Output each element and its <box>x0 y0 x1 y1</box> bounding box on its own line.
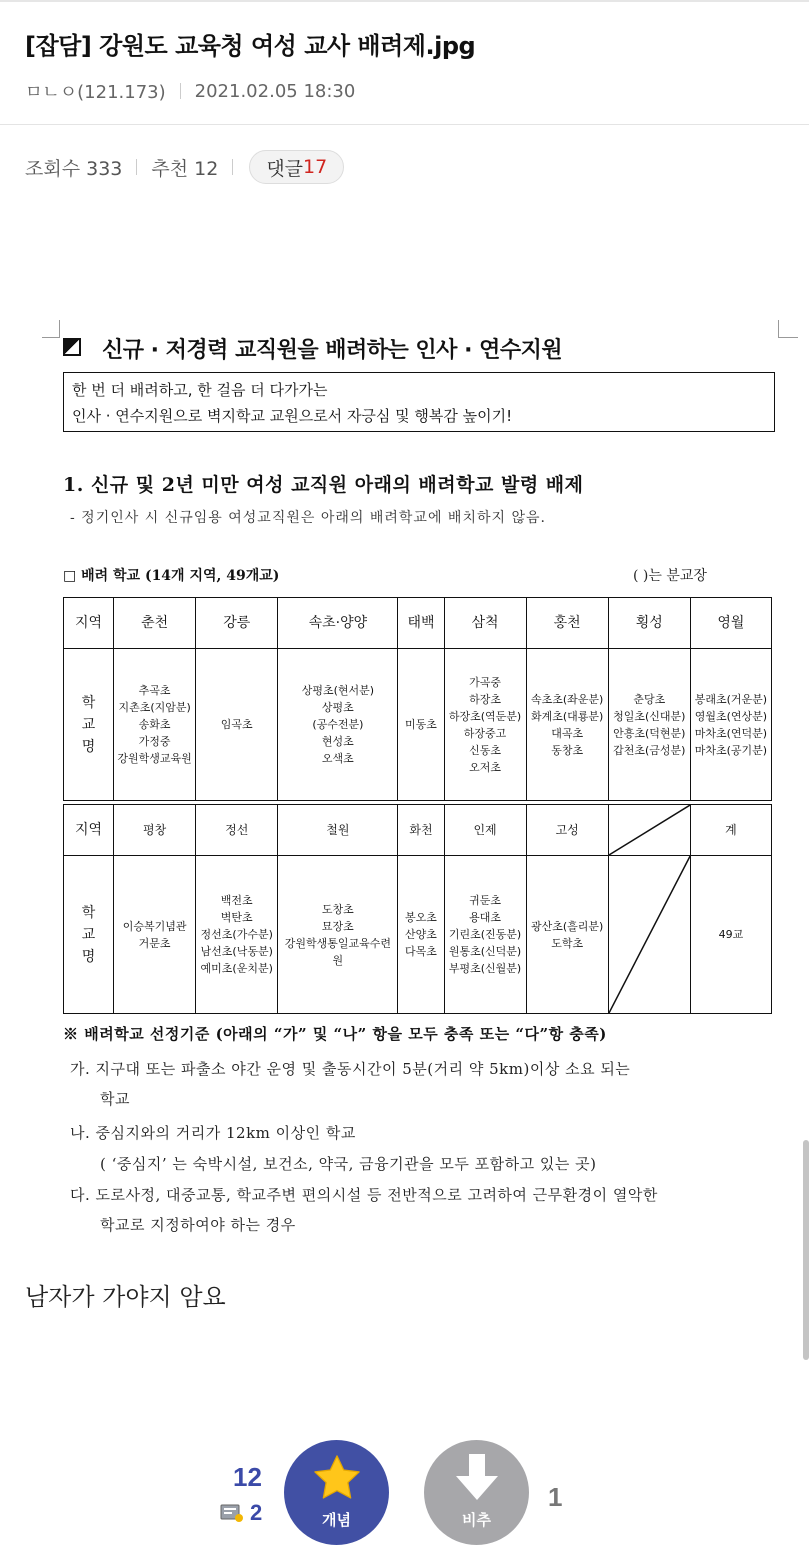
top-divider <box>0 0 809 2</box>
fixed-comment-count[interactable] <box>220 1500 262 1526</box>
crop-mark <box>42 320 60 338</box>
school-cell: 미동초 <box>398 649 444 801</box>
diagonal-line <box>609 856 690 1013</box>
region-cell: 홍천 <box>526 598 608 649</box>
region-cell: 인제 <box>444 805 526 856</box>
star-icon <box>311 1452 363 1504</box>
school-label: 학 교 명 <box>64 649 114 801</box>
region-cell: 속초·양양 <box>278 598 398 649</box>
downvote-button[interactable] <box>424 1440 529 1545</box>
criteria-line: 가. 지구대 또는 파출소 야간 운영 및 출동시간이 5분(거리 약 5km)이상 소요 되는 <box>70 1060 631 1078</box>
school-cell: 춘당초 청일초(신대분) 안흥초(덕현분) 갑천초(금성분) <box>608 649 690 801</box>
table-caption-note: ( )는 분교장 <box>633 568 707 584</box>
school-cell: 임곡초 <box>196 649 278 801</box>
criteria-line: 나. 중심지와의 거리가 12km 이상인 학교 <box>70 1124 356 1142</box>
school-cell: 추곡초 지촌초(지암분) 송화초 가정중 강원학생교육원 <box>114 649 196 801</box>
school-cell: 봉래초(거운분) 영월초(연상분) 마차초(연덕분) 마차초(공기분) <box>690 649 771 801</box>
header-divider <box>0 124 809 125</box>
stats-separator <box>136 159 137 175</box>
post-body-text: 남자가 가야지 암요 <box>25 1283 226 1311</box>
region-cell: 삼척 <box>444 598 526 649</box>
criteria-line: 학교로 지정하여야 하는 경우 <box>100 1216 296 1234</box>
school-table <box>63 597 772 1014</box>
school-cell: 이승복기념관 거문초 <box>114 856 196 1014</box>
fixed-comment-icon-svg <box>220 1503 244 1523</box>
region-cell: 강릉 <box>196 598 278 649</box>
post-datetime: 2021.02.05 18:30 <box>194 80 356 102</box>
upvote-count: 12 <box>233 1462 262 1492</box>
meta-separator <box>180 83 181 99</box>
region-cell: 철원 <box>278 805 398 856</box>
author-name[interactable]: ㅁㄴㅇ(121.173) <box>25 82 166 103</box>
criteria-line: ( ‘중심지’ 는 숙박시설, 보건소, 약국, 금융기관을 모두 포함하고 있는 곳) <box>100 1155 597 1173</box>
region-cell: 횡성 <box>608 598 690 649</box>
region-cell: 고성 <box>526 805 608 856</box>
criteria-line: 다. 도로사정, 대중교통, 학교주변 편의시설 등 전반적으로 고려하여 근무환경이 열악한 <box>70 1186 658 1204</box>
summary-line: 한 번 더 배려하고, 한 걸음 더 다가가는 <box>72 381 328 399</box>
scrollbar-thumb[interactable] <box>803 1140 809 1360</box>
doc-heading: 1. 신규 및 2년 미만 여성 교직원 아래의 배려학교 발령 배제 <box>63 474 584 496</box>
school-cell: 속초초(좌운분) 화계초(대룡분) 대곡초 동창초 <box>526 649 608 801</box>
table-row <box>64 649 772 801</box>
fixed-comment-icon <box>220 1503 244 1523</box>
school-cell: 도창초 묘장초 강원학생통일교육수련원 <box>278 856 398 1014</box>
table-row <box>64 805 772 856</box>
table-row <box>64 856 772 1014</box>
summary-line: 인사 · 연수지원으로 벽지학교 교원으로서 자긍심 및 행복감 높이기! <box>72 407 513 425</box>
region-cell: 정선 <box>196 805 278 856</box>
region-cell: 평창 <box>114 805 196 856</box>
stats-separator <box>232 159 233 175</box>
empty-diagonal-cell <box>608 805 690 856</box>
school-cell: 가곡중 하장초 하장초(역둔분) 하장중고 신동초 오저초 <box>444 649 526 801</box>
region-cell: 화천 <box>398 805 444 856</box>
table-row <box>64 598 772 649</box>
recommend-count: 추천 12 <box>151 157 219 180</box>
downvote-count: 1 <box>548 1482 563 1512</box>
school-cell: 백전초 벽탄초 정선초(가수분) 남선초(낙동분) 예미초(운치분) <box>196 856 278 1014</box>
section-square-icon <box>63 338 81 356</box>
doc-summary-box <box>63 372 775 432</box>
crop-mark <box>778 320 798 338</box>
reply-count-button[interactable] <box>249 150 344 184</box>
school-cell: 봉오초 산양초 다목초 <box>398 856 444 1014</box>
post-title: [잡담] 강원도 교육청 여성 교사 배려제.jpg <box>25 32 476 60</box>
post-stats <box>25 149 344 185</box>
table-caption: □ 배려 학교 (14개 지역, 49개교) <box>63 568 280 584</box>
school-label: 학 교 명 <box>64 856 114 1014</box>
region-cell: 영월 <box>690 598 771 649</box>
upvote-label: 개념 <box>322 1511 351 1529</box>
fixed-comment-number: 2 <box>250 1500 263 1525</box>
view-count: 조회수 333 <box>25 157 123 180</box>
reply-label: 댓글 <box>266 157 304 180</box>
diagonal-line <box>609 805 690 855</box>
downvote-label: 비추 <box>462 1511 491 1529</box>
doc-title: 신규 · 저경력 교직원을 배려하는 인사 · 연수지원 <box>102 338 563 363</box>
region-cell: 태백 <box>398 598 444 649</box>
region-cell: 계 <box>690 805 771 856</box>
criteria-title: ※ 배려학교 선정기준 (아래의 “가” 및 “나” 항을 모두 충족 또는 “다”항 충족) <box>63 1025 607 1043</box>
attached-document-image <box>30 315 790 1245</box>
reply-count: 17 <box>303 156 328 178</box>
down-arrow-icon <box>454 1452 500 1504</box>
region-label: 지역 <box>64 805 114 856</box>
upvote-button[interactable] <box>284 1440 389 1545</box>
region-cell: 춘천 <box>114 598 196 649</box>
school-cell: 귀둔초 용대초 기린초(진동분) 원통초(신덕분) 부평초(신월분) <box>444 856 526 1014</box>
doc-heading-note: - 정기인사 시 신규임용 여성교직원은 아래의 배려학교에 배치하지 않음. <box>70 510 546 526</box>
region-label: 지역 <box>64 598 114 649</box>
school-cell: 광산초(흘리분) 도학초 <box>526 856 608 1014</box>
school-cell: 49교 <box>690 856 771 1014</box>
criteria-line: 학교 <box>100 1090 130 1108</box>
school-cell: 상평초(현서분) 상평초 (공수전분) 현성초 오색초 <box>278 649 398 801</box>
post-meta <box>25 78 355 104</box>
empty-diagonal-cell <box>608 856 690 1014</box>
